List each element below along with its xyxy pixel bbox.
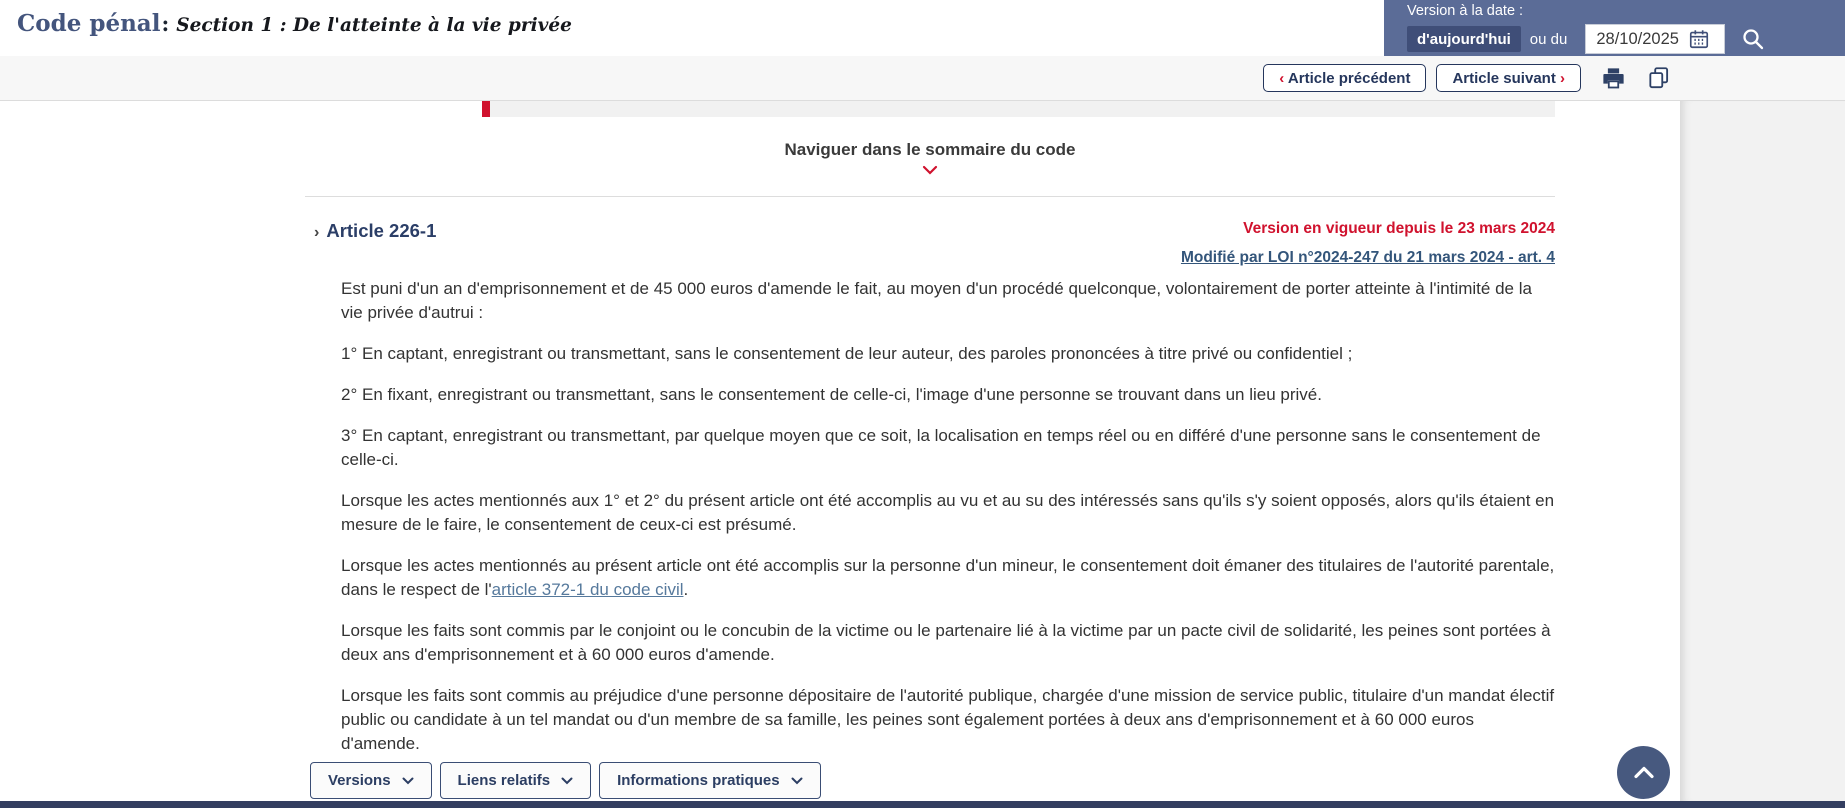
article-footer-buttons	[310, 762, 821, 799]
breadcrumb	[17, 10, 572, 37]
title-separator: :	[161, 11, 170, 36]
chevron-left-icon: ‹	[1279, 69, 1285, 87]
chevron-down-icon	[922, 165, 938, 175]
article-paragraph: 3° En captant, enregistrant ou transmettant, par quelque moyen que ce soit, la localisation en temps réel ou en différé d'une personne sans le consentement de celle-ci.	[341, 426, 1541, 469]
chevron-right-icon: ›	[1560, 69, 1565, 87]
article-paragraph: Lorsque les faits sont commis par le conjoint ou le concubin de la victime ou le partenaire lié à la victime par un pacte civil de solidarité, les peines sont portées à deux ans d'emprisonnement et à 60 000 euros d'amende.	[341, 621, 1551, 664]
calendar-icon[interactable]	[1688, 28, 1710, 50]
toc-navigate-label: Naviguer dans le sommaire du code	[784, 140, 1076, 159]
code-title-link[interactable]: Code pénal	[17, 10, 161, 37]
scroll-to-top-button[interactable]	[1617, 746, 1670, 799]
chevron-up-icon	[1633, 766, 1655, 779]
search-icon[interactable]	[1739, 25, 1767, 53]
chevron-down-icon	[561, 777, 573, 785]
section-divider	[305, 196, 1555, 197]
version-date-label: Version à la date :	[1407, 3, 1524, 19]
or-date-label: ou du	[1529, 30, 1568, 48]
date-input[interactable]	[1586, 26, 1688, 52]
previous-article-button[interactable]: ‹ Article précédent	[1263, 64, 1426, 92]
header-bar	[0, 0, 1845, 56]
date-field-wrap	[1585, 24, 1725, 54]
informations-pratiques-dropdown-button[interactable]: Informations pratiques	[599, 762, 821, 799]
article-paragraph: 2° En fixant, enregistrant ou transmettant, sans le consentement de celle-ci, l'image d'une personne se trouvant dans un lieu privé.	[341, 385, 1322, 404]
article-paragraph: Lorsque les actes mentionnés au présent article ont été accomplis sur la personne d'un mineur, le consentement doit émaner des titulaires de l'autorité parentale, dans le respect de l'article 372-1 du code civil.	[341, 556, 1555, 599]
chevron-down-icon	[791, 777, 803, 785]
article-paragraph: Lorsque les faits sont commis au préjudice d'une personne dépositaire de l'autorité publique, chargée d'une mission de service public, titulaire d'un mandat électif public ou candidate à un tel mandat ou d'un membre de sa famille, les peines sont également portées à deux ans d'emprisonnement et à 60 000 euros d'amende.	[341, 686, 1555, 753]
article-paragraph: Lorsque les actes mentionnés aux 1° et 2° du présent article ont été accomplis au vu et au su des intéressés sans qu'ils s'y soient opposés, alors qu'ils étaient en mesure de le faire, le consentement de ceux-ci est présumé.	[341, 491, 1555, 534]
section-title: Section 1 : De l'atteinte à la vie privée	[176, 15, 572, 36]
content-panel-top-strip	[482, 101, 1555, 117]
article-body	[341, 277, 1555, 773]
article-paragraph: Est puni d'un an d'emprisonnement et de 45 000 euros d'amende le fait, au moyen d'un procédé quelconque, volontairement de porter atteinte à l'intimité de la vie privée d'autrui :	[341, 279, 1532, 322]
bottom-bar	[0, 801, 1845, 808]
liens-relatifs-dropdown-button[interactable]: Liens relatifs	[440, 762, 592, 799]
article-paragraph: 1° En captant, enregistrant ou transmettant, sans le consentement de leur auteur, des paroles prononcées à titre privé ou confidentiel ;	[341, 344, 1353, 363]
chevron-right-icon: ›	[314, 224, 320, 241]
version-date-panel	[1384, 0, 1845, 56]
next-article-button[interactable]: Article suivant ›	[1436, 64, 1581, 92]
today-version-button[interactable]: d'aujourd'hui	[1407, 26, 1521, 52]
red-accent-bar	[482, 101, 490, 117]
toc-navigate-toggle[interactable]	[305, 140, 1555, 175]
version-status-text: Version en vigueur depuis le 23 mars 2024	[1243, 220, 1555, 237]
copy-icon[interactable]	[1646, 65, 1672, 91]
versions-dropdown-button[interactable]: Versions	[310, 762, 432, 799]
article-title-toggle[interactable]	[314, 220, 436, 242]
article-toolbar	[0, 56, 1845, 101]
version-date-row	[1407, 24, 1845, 54]
modified-by-law-link[interactable]: Modifié par LOI n°2024-247 du 21 mars 2024 - art. 4	[1180, 249, 1555, 266]
printer-icon[interactable]	[1600, 65, 1627, 92]
civil-code-article-link[interactable]: article 372-1 du code civil	[491, 580, 684, 599]
chevron-down-icon	[402, 777, 414, 785]
page-right-margin	[1680, 101, 1845, 801]
article-title: Article 226-1	[326, 220, 437, 241]
